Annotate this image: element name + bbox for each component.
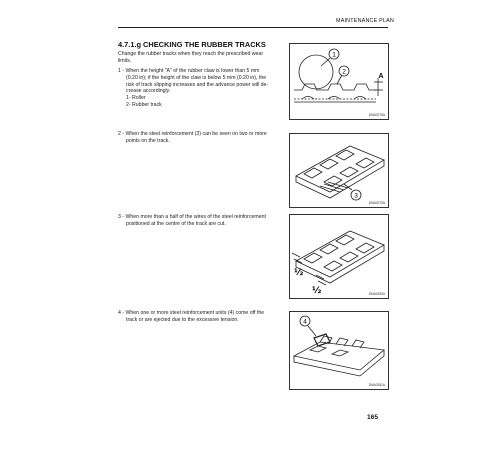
- step-3-line: 3 - When more than a half of the wires of the steel reinforcement: [118, 214, 266, 220]
- step-1-line: crease accordingly.: [126, 88, 171, 95]
- figure-code: DMA0279A: [368, 201, 385, 205]
- page-number: 165: [367, 414, 379, 421]
- figure-code: DMA0278A: [368, 113, 385, 117]
- step-1-text: [118, 68, 288, 109]
- step-2-line: 2 - When the steel reinforcement (3) can be seen on two or more: [118, 131, 267, 137]
- legend-rubber-track: 2- Rubber track: [126, 101, 162, 108]
- step-4-line: track or are ejected due to the excessive tension.: [126, 316, 239, 323]
- section-header: MAINTENANCE PLAN: [336, 18, 395, 24]
- figure-ejected-reinforcement: [289, 311, 389, 390]
- step-1-line: 1 - When the height "A" of the rubber claw is lower than 5 mm: [118, 68, 260, 74]
- step-2-text: [118, 131, 288, 145]
- intro-line: Change the rubber tracks when they reach the prescribed wear: [118, 51, 264, 57]
- header-rule: [118, 27, 388, 28]
- figure-code: DMA0281A: [368, 383, 385, 387]
- intro-line: limits.: [118, 57, 132, 64]
- step-3-text: [118, 214, 290, 228]
- track-profile: [294, 84, 376, 90]
- step-3-line: positioned at the centre of the track are cut.: [126, 220, 226, 227]
- figure-cut-wires: [289, 214, 389, 299]
- step-2-line: points on the track.: [126, 137, 170, 144]
- callout-2: 2: [342, 68, 346, 76]
- dimension-label-a: A: [378, 73, 384, 80]
- figure-steel-reinforcement-visible: [289, 133, 389, 208]
- step-1-line: risk of track slipping increases and the advance power will de-: [126, 81, 269, 88]
- step-4-text: [118, 310, 290, 324]
- legend-roller: 1- Roller: [126, 95, 146, 102]
- intro-text: [118, 51, 283, 65]
- fraction-half-right: ½: [312, 286, 322, 296]
- figure-code: DMA0280A: [368, 292, 385, 296]
- fraction-half-left: ½: [294, 268, 304, 278]
- callout-4: 4: [303, 318, 307, 326]
- callout-1: 1: [332, 51, 336, 59]
- step-4-line: 4 - When one or more steel reinforcement units (4) come off the: [118, 310, 265, 316]
- section-title: 4.7.1.g CHECKING THE RUBBER TRACKS: [118, 40, 266, 49]
- figure-track-wear-height: [289, 43, 389, 120]
- step-1-line: (0.20 in); if the height of the claw is below 5 mm (0.20 in), the: [126, 74, 267, 81]
- callout-3: 3: [354, 192, 358, 200]
